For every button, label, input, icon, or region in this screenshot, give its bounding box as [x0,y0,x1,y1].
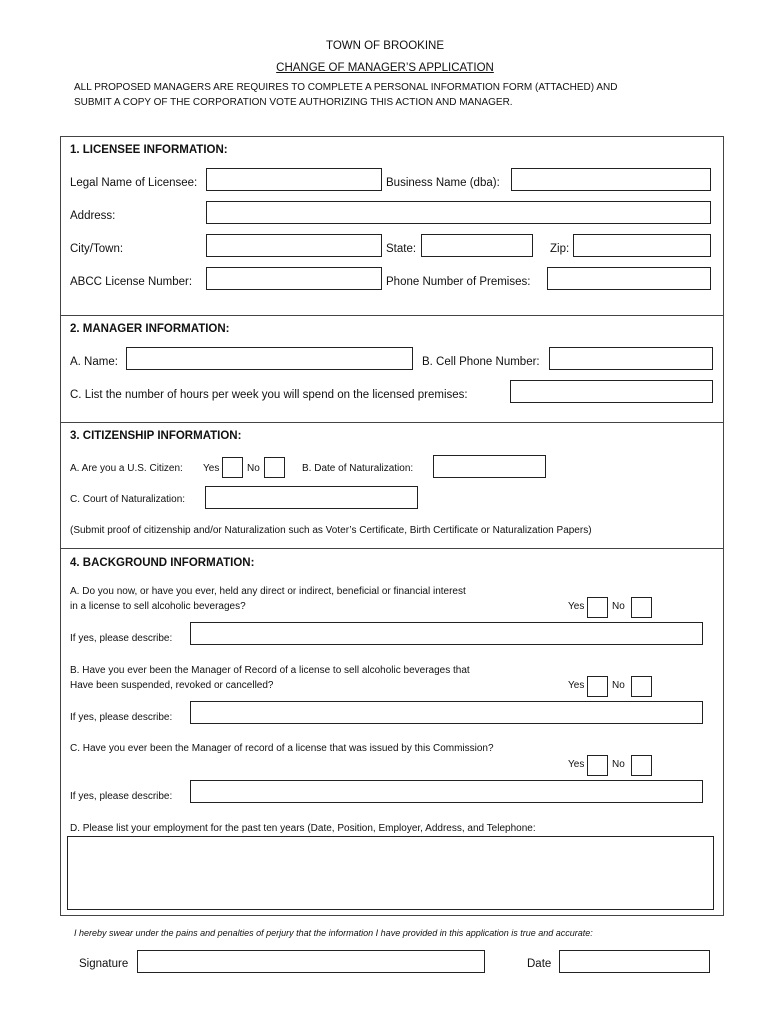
question-c-line-1: C. Have you ever been the Manager of record of a license that was issued by this Commission? [70,743,494,754]
naturalization-date-label: B. Date of Naturalization: [302,463,414,474]
citizen-no-checkbox[interactable] [264,457,285,478]
question-c-no-label: No [612,759,625,770]
question-a-no-checkbox[interactable] [631,597,652,618]
state-field[interactable] [421,234,533,257]
city-field[interactable] [206,234,382,257]
phone-premises-field[interactable] [547,267,711,290]
question-c-yes-checkbox[interactable] [587,755,608,776]
manager-name-label: A. Name: [70,356,118,368]
abcc-label: ABCC License Number: [70,276,193,288]
question-b-line-1: B. Have you ever been the Manager of Record of a license to sell alcoholic beverages that [70,665,470,676]
citizenship-note: (Submit proof of citizenship and/or Naturalization such as Voter’s Certificate, Birth Certificate or Naturalization Papers) [70,525,592,536]
question-a-describe-field[interactable] [190,622,703,645]
date-label: Date [527,958,552,970]
question-a-line-2: in a license to sell alcoholic beverages? [70,601,246,612]
state-label: State: [386,243,417,255]
signature-field[interactable] [137,950,485,973]
question-a-no-label: No [612,601,625,612]
legal-name-label: Legal Name of Licensee: [70,177,198,189]
question-b-describe-field[interactable] [190,701,703,724]
naturalization-date-field[interactable] [433,455,546,478]
question-c-describe-field[interactable] [190,780,703,803]
licensee-heading: 1. LICENSEE INFORMATION: [70,144,228,156]
zip-field[interactable] [573,234,711,257]
question-c-no-checkbox[interactable] [631,755,652,776]
city-label: City/Town: [70,243,124,255]
hours-label: C. List the number of hours per week you will spend on the licensed premises: [70,389,468,401]
address-label: Address: [70,210,116,222]
instructions-line-2: SUBMIT A COPY OF THE CORPORATION VOTE AUTHORIZING THIS ACTION AND MANAGER. [74,97,513,108]
question-b-line-2: Have been suspended, revoked or cancelled? [70,680,274,691]
cell-phone-label: B. Cell Phone Number: [422,356,540,368]
hours-field[interactable] [510,380,713,403]
question-b-yes-checkbox[interactable] [587,676,608,697]
question-a-describe-label: If yes, please describe: [70,633,173,644]
perjury-statement: I hereby swear under the pains and penalties of perjury that the information I have provided in this application is true and accurate: [74,928,593,938]
question-c-yes-label: Yes [568,759,585,770]
employment-label: D. Please list your employment for the past ten years (Date, Position, Employer, Address, and Telephone: [70,823,536,834]
signature-label: Signature [79,958,129,970]
question-a-yes-label: Yes [568,601,585,612]
zip-label: Zip: [550,243,570,255]
court-field[interactable] [205,486,418,509]
background-heading: 4. BACKGROUND INFORMATION: [70,557,255,569]
business-name-field[interactable] [511,168,711,191]
citizen-question: A. Are you a U.S. Citizen: [70,463,183,474]
question-b-describe-label: If yes, please describe: [70,712,173,723]
legal-name-field[interactable] [206,168,382,191]
employment-history-field[interactable] [67,836,714,910]
question-b-no-label: No [612,680,625,691]
cell-phone-field[interactable] [549,347,713,370]
date-field[interactable] [559,950,710,973]
question-b-yes-label: Yes [568,680,585,691]
question-a-yes-checkbox[interactable] [587,597,608,618]
court-label: C. Court of Naturalization: [70,494,186,505]
question-b-no-checkbox[interactable] [631,676,652,697]
abcc-field[interactable] [206,267,382,290]
address-field[interactable] [206,201,711,224]
question-c-describe-label: If yes, please describe: [70,791,173,802]
citizen-yes-checkbox[interactable] [222,457,243,478]
citizen-yes-label: Yes [203,463,220,474]
manager-name-field[interactable] [126,347,413,370]
form-title: CHANGE OF MANAGER’S APPLICATION [276,62,494,74]
question-a-line-1: A. Do you now, or have you ever, held any direct or indirect, beneficial or financial interest [70,586,466,597]
citizenship-heading: 3. CITIZENSHIP INFORMATION: [70,430,242,442]
business-name-label: Business Name (dba): [386,177,500,189]
town-name: TOWN OF BROOKINE [326,40,444,52]
manager-heading: 2. MANAGER INFORMATION: [70,323,230,335]
citizen-no-label: No [247,463,260,474]
phone-premises-label: Phone Number of Premises: [386,276,531,288]
instructions-line-1: ALL PROPOSED MANAGERS ARE REQUIRES TO COMPLETE A PERSONAL INFORMATION FORM (ATTACHED) AND [74,82,618,93]
